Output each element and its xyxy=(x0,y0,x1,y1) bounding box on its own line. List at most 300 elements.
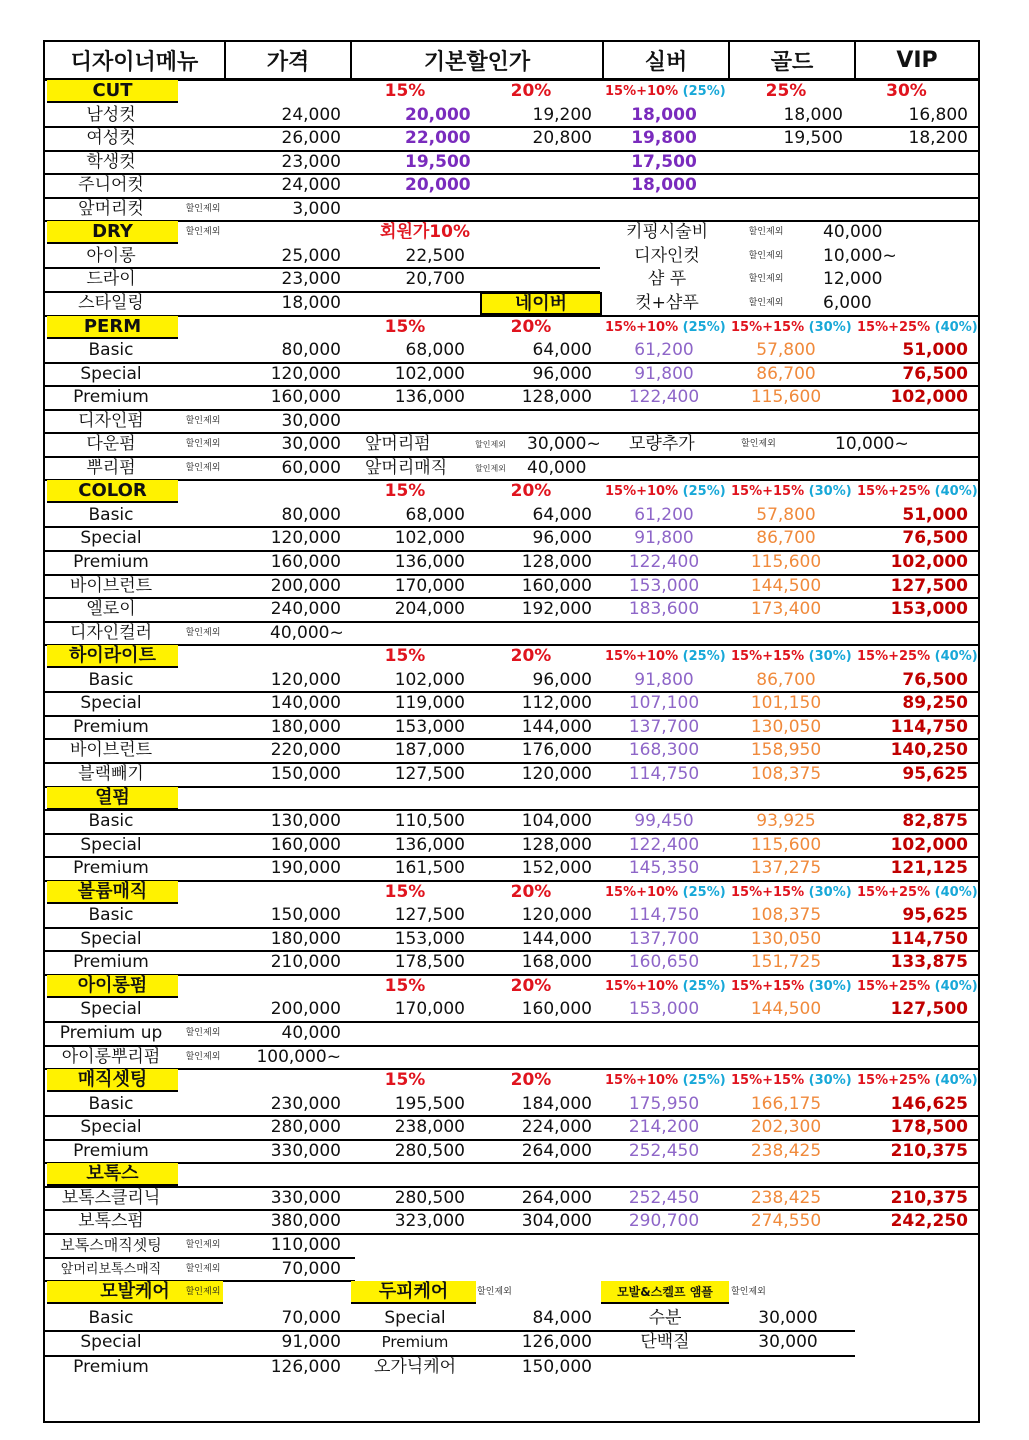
item-silver: 18,000 xyxy=(631,104,697,125)
botox-extra-row xyxy=(45,1258,978,1281)
vip-formula: 15%+25% xyxy=(857,649,931,665)
rate-silver xyxy=(605,645,727,668)
item-name: Special xyxy=(80,999,142,1020)
exclusion-label: 할인제외 xyxy=(475,463,506,473)
item-15: 127,500 xyxy=(394,905,465,926)
item-15: 102,000 xyxy=(394,669,465,690)
price-row xyxy=(45,575,978,598)
item-price: 30,000 xyxy=(281,434,341,455)
section-title: COLOR xyxy=(47,480,178,503)
section-title: 아이롱펌 xyxy=(47,975,178,998)
item-gold: 108,375 xyxy=(750,905,822,926)
rate-silver xyxy=(605,1069,727,1092)
section-title: 볼륨매직 xyxy=(47,881,178,904)
item-15: 280,500 xyxy=(394,1187,465,1208)
rate-vip xyxy=(857,316,982,339)
item-20: 128,000 xyxy=(521,387,592,408)
item-name: 학생컷 xyxy=(86,151,136,172)
item-silver: 183,600 xyxy=(628,599,700,620)
item-15: 20,000 xyxy=(405,104,471,125)
item-vip: 95,625 xyxy=(902,763,968,784)
highlight-header-row xyxy=(45,645,978,668)
item-vip: 76,500 xyxy=(902,363,968,384)
rate-silver xyxy=(605,80,729,103)
price-row xyxy=(45,669,978,692)
item-vip: 89,250 xyxy=(902,693,968,714)
gold-total: (30%) xyxy=(808,649,852,665)
silver-formula: 15%+10% xyxy=(605,884,679,900)
item-20: 144,000 xyxy=(521,716,592,737)
magic-header-row xyxy=(45,1069,978,1092)
item-silver: 114,750 xyxy=(628,905,700,926)
hair-care-title: 모발케어 xyxy=(47,1281,223,1304)
item-15: 127,500 xyxy=(394,763,465,784)
rate-20: 20% xyxy=(510,975,552,996)
vip-total: (40%) xyxy=(934,978,978,994)
iron-extra-row xyxy=(45,1046,978,1069)
price-row xyxy=(45,1116,978,1139)
exclusion-label: 할인제외 xyxy=(185,415,221,426)
ampoule-title: 모발&스켈프 앰플 xyxy=(601,1281,729,1304)
item-gold: 57,800 xyxy=(756,340,816,361)
item-silver: 252,450 xyxy=(628,1140,700,1161)
item-15: 323,000 xyxy=(394,1211,465,1232)
item-vip: 82,875 xyxy=(902,811,968,832)
vip-formula: 15%+25% xyxy=(857,884,931,900)
item-vip: 140,250 xyxy=(890,740,968,761)
heatperm-header-row xyxy=(45,787,978,810)
item-gold: 151,725 xyxy=(750,952,822,973)
price-row xyxy=(45,739,978,762)
exclusion-label: 할인제외 xyxy=(185,203,221,214)
item-20: 96,000 xyxy=(532,669,592,690)
item-vip: 18,200 xyxy=(908,128,968,149)
item-gold: 166,175 xyxy=(750,1093,822,1114)
item-name: Premium xyxy=(73,1140,149,1161)
item-vip: 242,250 xyxy=(890,1211,968,1232)
price-row xyxy=(45,598,978,621)
item-name: Basic xyxy=(88,1093,134,1114)
rate-20: 20% xyxy=(510,481,552,502)
iron-header-row xyxy=(45,975,978,998)
price-row xyxy=(45,1093,978,1116)
item-price: 110,000 xyxy=(270,1234,341,1255)
item-name: 보톡스매직셋팅 xyxy=(60,1235,162,1254)
item-name: 바이브런트 xyxy=(69,575,153,596)
item-price: 280,000 xyxy=(270,1117,341,1138)
item-price: 230,000 xyxy=(270,1093,341,1114)
dry-side-row xyxy=(45,268,978,291)
hair-care-price: 70,000 xyxy=(281,1307,341,1328)
item-price-2: 30,000~ xyxy=(527,434,601,455)
item-price: 190,000 xyxy=(270,858,341,879)
item-name: Special xyxy=(80,834,142,855)
item-silver: 153,000 xyxy=(628,999,700,1020)
price-row xyxy=(45,716,978,739)
item-20: 96,000 xyxy=(532,363,592,384)
price-row xyxy=(45,763,978,786)
color-header-row xyxy=(45,480,978,503)
item-vip: 76,500 xyxy=(902,528,968,549)
price-row xyxy=(45,504,978,527)
item-name: 아이롱뿌리펌 xyxy=(61,1046,161,1067)
header-gold: 골드 xyxy=(730,42,856,78)
item-name: Premium xyxy=(73,716,149,737)
item-name: 샴 푸 xyxy=(647,269,687,290)
item-price: 210,000 xyxy=(270,952,341,973)
item-gold: 86,700 xyxy=(756,669,816,690)
item-vip: 121,125 xyxy=(890,858,968,879)
item-name: 디자인컷 xyxy=(634,245,700,266)
exclusion-label: 할인제외 xyxy=(741,439,776,450)
item-gold: 202,300 xyxy=(750,1117,822,1138)
item-gold: 137,275 xyxy=(750,858,822,879)
gold-formula: 15%+15% xyxy=(731,649,805,665)
item-15: 153,000 xyxy=(394,716,465,737)
item-name: Premium xyxy=(73,952,149,973)
gold-formula: 15%+15% xyxy=(731,1073,805,1089)
botox-extra-row xyxy=(45,1234,978,1257)
item-15: 187,000 xyxy=(394,740,465,761)
price-row xyxy=(45,857,978,880)
header-basic-discount: 기본할인가 xyxy=(352,42,604,78)
item-vip: 95,625 xyxy=(902,905,968,926)
item-15: 195,500 xyxy=(394,1093,465,1114)
item-vip: 102,000 xyxy=(890,387,968,408)
ampoule-price: 30,000 xyxy=(758,1307,818,1328)
item-15: 119,000 xyxy=(394,693,465,714)
item-vip: 76,500 xyxy=(902,669,968,690)
rate-15: 15% xyxy=(384,881,426,902)
item-vip: 210,375 xyxy=(890,1187,968,1208)
cut-row xyxy=(45,104,978,127)
ampoule-name: 단백질 xyxy=(640,1332,690,1353)
silver-total: (25%) xyxy=(682,84,726,99)
rate-20: 20% xyxy=(510,316,552,337)
rate-gold xyxy=(731,881,853,904)
item-vip: 178,500 xyxy=(890,1117,968,1138)
rate-20: 20% xyxy=(510,646,552,667)
item-20: 192,000 xyxy=(521,599,592,620)
item-vip: 114,750 xyxy=(890,928,968,949)
item-15: 161,500 xyxy=(394,858,465,879)
item-silver: 214,200 xyxy=(628,1117,700,1138)
silver-formula: 15%+10% xyxy=(605,649,679,665)
item-discount: 22,500 xyxy=(405,245,465,266)
item-silver: 252,450 xyxy=(628,1187,700,1208)
item-name: Special xyxy=(80,363,142,384)
silver-total: (25%) xyxy=(682,884,726,900)
item-silver: 61,200 xyxy=(634,340,694,361)
item-price: 180,000 xyxy=(270,928,341,949)
item-price: 120,000 xyxy=(270,363,341,384)
exclusion-label: 할인제외 xyxy=(185,1028,221,1038)
item-name: Special xyxy=(80,528,142,549)
item-price: 160,000 xyxy=(270,387,341,408)
item-15: 136,000 xyxy=(394,552,465,572)
item-name: Premium up xyxy=(59,1023,163,1043)
item-20: 144,000 xyxy=(521,928,592,949)
item-price: 24,000 xyxy=(281,104,341,125)
item-gold: 144,500 xyxy=(750,575,822,596)
item-price: 10,000~ xyxy=(823,245,897,266)
exclusion-label: 할인제외 xyxy=(731,1287,766,1298)
rate-silver xyxy=(605,975,727,998)
price-row xyxy=(45,386,978,409)
item-name: 디자인컬러 xyxy=(69,622,153,643)
item-price: 12,000 xyxy=(823,269,883,290)
rate-20: 20% xyxy=(510,1070,552,1091)
vip-formula: 15%+25% xyxy=(857,319,931,335)
perm-extra-row xyxy=(45,410,978,433)
botox-header-row xyxy=(45,1163,978,1186)
item-15: 204,000 xyxy=(394,599,465,620)
price-row xyxy=(45,951,978,974)
item-price: 60,000 xyxy=(281,457,341,478)
item-price: 330,000 xyxy=(270,1187,341,1208)
scalp-care-price: 126,000 xyxy=(521,1332,592,1353)
item-name: Basic xyxy=(88,905,134,926)
header-row xyxy=(45,42,978,81)
item-gold: 57,800 xyxy=(756,504,816,525)
scalp-care-name: 오가닉케어 xyxy=(373,1356,457,1377)
scalp-care-price: 150,000 xyxy=(521,1356,592,1377)
item-gold: 101,150 xyxy=(750,693,822,714)
gold-formula: 15%+15% xyxy=(731,319,805,335)
rate-vip: 30% xyxy=(886,81,927,101)
price-row xyxy=(45,1140,978,1163)
dry-side-row xyxy=(45,245,978,268)
price-row xyxy=(45,1187,978,1210)
iron-extra-row xyxy=(45,1022,978,1045)
rate-gold xyxy=(731,316,853,339)
item-gold: 274,550 xyxy=(750,1211,822,1232)
item-vip: 133,875 xyxy=(890,952,968,973)
item-name-3: 모량추가 xyxy=(629,434,695,455)
item-15: 68,000 xyxy=(405,504,465,525)
item-20: 184,000 xyxy=(521,1093,592,1114)
care-row xyxy=(45,1307,978,1330)
vip-total: (40%) xyxy=(934,319,978,335)
item-20: 128,000 xyxy=(521,834,592,855)
gold-total: (30%) xyxy=(808,1073,852,1089)
item-gold: 130,050 xyxy=(750,716,822,737)
silver-formula: 15%+10% xyxy=(605,978,679,994)
header-silver: 실버 xyxy=(604,42,730,78)
item-silver: 137,700 xyxy=(628,716,700,737)
item-gold: 115,600 xyxy=(750,552,822,572)
item-15: 178,500 xyxy=(394,952,465,973)
item-price-3: 10,000~ xyxy=(835,434,909,455)
rate-20: 20% xyxy=(510,881,552,902)
section-title: PERM xyxy=(47,316,178,339)
vip-total: (40%) xyxy=(934,884,978,900)
item-price: 200,000 xyxy=(270,999,341,1020)
item-price: 80,000 xyxy=(281,504,341,525)
item-price: 26,000 xyxy=(281,128,341,149)
item-15: 153,000 xyxy=(394,928,465,949)
care-row xyxy=(45,1356,978,1379)
exclusion-label: 할인제외 xyxy=(185,1263,221,1274)
item-name: Special xyxy=(80,693,142,714)
header-price: 가격 xyxy=(226,42,352,78)
price-row xyxy=(45,1210,978,1233)
item-name: Basic xyxy=(88,504,134,525)
exclusion-label: 할인제외 xyxy=(748,227,784,238)
item-silver: 137,700 xyxy=(628,928,700,949)
item-price: 150,000 xyxy=(270,905,341,926)
exclusion-label: 할인제외 xyxy=(748,274,784,285)
item-15: 102,000 xyxy=(394,528,465,549)
care-row xyxy=(45,1331,978,1354)
item-name: 여성컷 xyxy=(86,128,136,149)
silver-formula: 15%+10% xyxy=(605,484,679,500)
item-gold: 18,000 xyxy=(783,104,843,125)
item-discount: 20,700 xyxy=(405,269,465,290)
item-vip: 127,500 xyxy=(890,999,968,1020)
item-silver: 145,350 xyxy=(628,858,700,879)
exclusion-label: 할인제외 xyxy=(185,227,221,238)
item-gold: 108,375 xyxy=(750,763,822,784)
item-20: 128,000 xyxy=(521,552,592,572)
item-20: 120,000 xyxy=(521,905,592,926)
item-name: 앞머리보톡스매직 xyxy=(60,1261,162,1277)
rate-silver xyxy=(605,881,727,904)
item-silver: 99,450 xyxy=(634,811,694,832)
item-name-2: 앞머리펌 xyxy=(365,434,431,455)
item-gold: 144,500 xyxy=(750,999,822,1020)
item-20: 224,000 xyxy=(521,1117,592,1138)
item-15: 280,500 xyxy=(394,1140,465,1161)
rate-20: 20% xyxy=(510,81,552,101)
item-silver: 122,400 xyxy=(628,834,700,855)
hair-care-name: Premium xyxy=(73,1356,149,1377)
item-20: 112,000 xyxy=(521,693,592,714)
item-name: Basic xyxy=(88,340,134,361)
item-price: 100,000~ xyxy=(256,1046,341,1067)
exclusion-label: 할인제외 xyxy=(185,439,221,450)
silver-formula: 15%+10% xyxy=(605,84,679,99)
ampoule-name: 수분 xyxy=(648,1307,682,1328)
item-price: 24,000 xyxy=(281,175,341,196)
item-vip: 114,750 xyxy=(890,716,968,737)
item-gold: 19,500 xyxy=(783,128,843,149)
item-20: 104,000 xyxy=(521,811,592,832)
item-15: 136,000 xyxy=(394,834,465,855)
item-name: 키핑시술비 xyxy=(625,222,709,243)
item-gold: 86,700 xyxy=(756,363,816,384)
item-name: Premium xyxy=(73,552,149,572)
perm-header-row xyxy=(45,316,978,339)
rate-vip xyxy=(857,975,982,998)
item-gold: 173,400 xyxy=(750,599,822,620)
item-silver: 91,800 xyxy=(634,363,694,384)
rate-15: 15% xyxy=(384,316,426,337)
item-price: 40,000~ xyxy=(270,622,344,643)
item-20: 20,800 xyxy=(532,128,592,149)
gold-total: (30%) xyxy=(808,884,852,900)
item-price: 120,000 xyxy=(270,528,341,549)
silver-total: (25%) xyxy=(682,649,726,665)
item-gold: 130,050 xyxy=(750,928,822,949)
item-gold: 238,425 xyxy=(750,1187,822,1208)
care-header-row xyxy=(45,1281,978,1304)
item-vip: 153,000 xyxy=(890,599,968,620)
item-name: 블랙빼기 xyxy=(78,763,144,784)
item-price: 200,000 xyxy=(270,575,341,596)
rate-vip xyxy=(857,1069,982,1092)
section-title: CUT xyxy=(47,80,178,103)
price-row xyxy=(45,904,978,927)
section-title: 보톡스 xyxy=(47,1163,178,1186)
price-row xyxy=(45,810,978,833)
item-name: Basic xyxy=(88,669,134,690)
exclusion-label: 할인제외 xyxy=(185,1239,221,1250)
item-vip: 16,800 xyxy=(908,104,968,125)
rate-15: 15% xyxy=(384,481,426,502)
rate-gold: 25% xyxy=(765,81,807,101)
item-price: 30,000 xyxy=(281,410,341,431)
item-name-2: 앞머리매직 xyxy=(365,457,448,478)
ampoule-price: 30,000 xyxy=(758,1332,818,1353)
price-row xyxy=(45,834,978,857)
section-title: DRY xyxy=(47,221,178,244)
item-name: 주니어컷 xyxy=(78,175,144,196)
section-title: 열펌 xyxy=(47,787,178,810)
rate-15: 15% xyxy=(384,975,426,996)
scalp-care-title: 두피케어 xyxy=(351,1281,476,1304)
item-price: 80,000 xyxy=(281,340,341,361)
item-20: 64,000 xyxy=(532,340,592,361)
item-silver: 122,400 xyxy=(628,387,700,408)
exclusion-label: 할인제외 xyxy=(748,297,784,308)
gold-total: (30%) xyxy=(808,978,852,994)
rate-gold xyxy=(731,480,853,503)
item-name: 앞머리컷 xyxy=(78,198,144,219)
item-price: 130,000 xyxy=(270,811,341,832)
item-silver: 168,300 xyxy=(628,740,700,761)
rate-15: 15% xyxy=(384,81,426,101)
item-15: 68,000 xyxy=(405,340,465,361)
rate-15: 15% xyxy=(384,1070,426,1091)
item-name: 컷+샴푸 xyxy=(635,292,699,313)
item-gold: 115,600 xyxy=(750,387,822,408)
item-name: 디자인펌 xyxy=(78,410,144,431)
item-silver: 175,950 xyxy=(628,1093,700,1114)
exclusion-label: 할인제외 xyxy=(748,250,784,261)
item-name: 바이브런트 xyxy=(69,740,153,761)
gold-total: (30%) xyxy=(808,484,852,500)
item-name: Basic xyxy=(88,811,134,832)
item-price: 120,000 xyxy=(270,669,341,690)
silver-total: (25%) xyxy=(682,1073,726,1089)
item-silver: 91,800 xyxy=(634,669,694,690)
scalp-care-name: Premium xyxy=(381,1333,449,1352)
rate-vip xyxy=(857,645,982,668)
item-20: 168,000 xyxy=(521,952,592,973)
hair-care-name: Basic xyxy=(88,1307,134,1328)
item-price: 23,000 xyxy=(281,151,341,172)
item-15: 20,000 xyxy=(405,175,471,196)
item-15: 170,000 xyxy=(394,999,465,1020)
rate-15: 15% xyxy=(384,646,426,667)
vip-formula: 15%+25% xyxy=(857,1073,931,1089)
item-vip: 210,375 xyxy=(890,1140,968,1161)
vip-formula: 15%+25% xyxy=(857,978,931,994)
item-vip: 102,000 xyxy=(890,552,968,572)
item-price: 70,000 xyxy=(281,1258,341,1279)
item-silver: 122,400 xyxy=(628,552,700,572)
